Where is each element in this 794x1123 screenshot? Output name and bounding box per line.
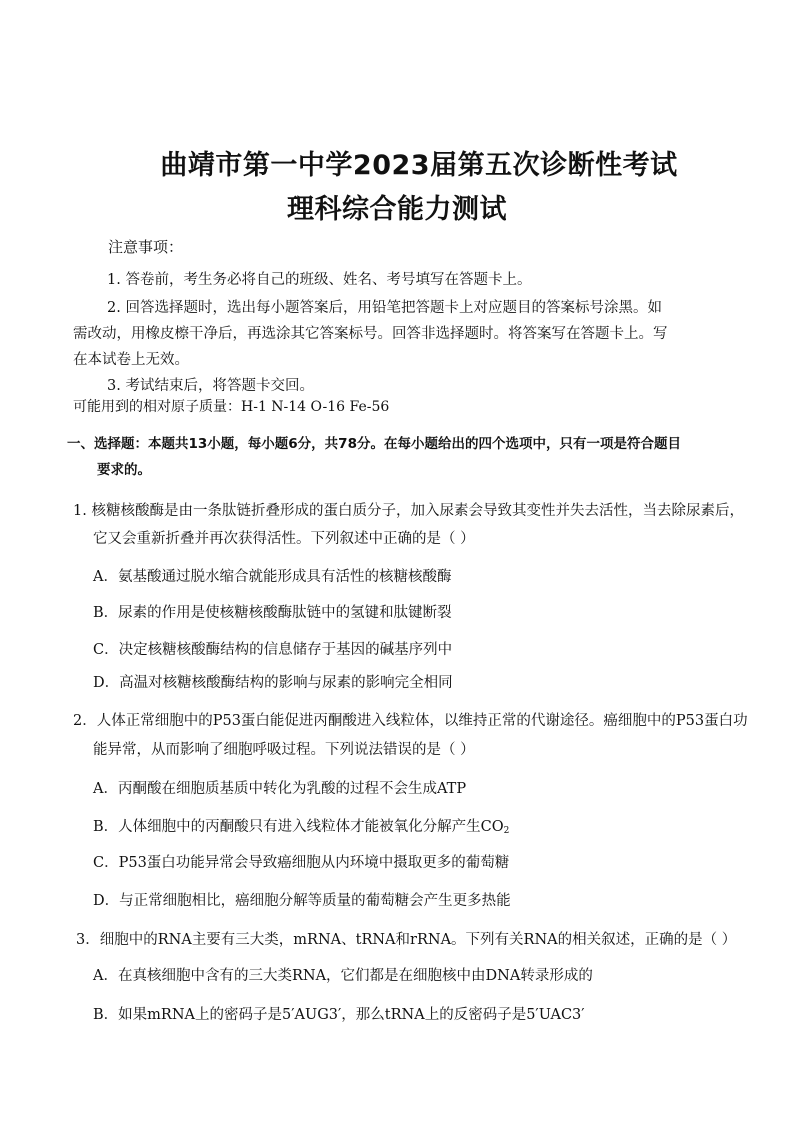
notice-item-1: 1. 答卷前，考生务必将自己的班级、姓名、考号填写在答题卡上。 bbox=[107, 272, 532, 288]
q2-option-c: C．P53蛋白功能异常会导致癌细胞从内环境中摄取更多的葡萄糖 bbox=[93, 855, 510, 871]
notice-item-2-line-2: 需改动，用橡皮檫干净后，再选涂其它答案标号。回答非选择题时。将答案写在答题卡上。写 bbox=[73, 326, 668, 342]
section-heading-line-1: 一、选择题：本题共13小题，每小题6分，共78分。在每小题给出的四个选项中，只有一项是符合题目 bbox=[67, 436, 681, 452]
q1-stem-line-1: 1. 核糖核酸酶是由一条肽链折叠形成的蛋白质分子，加入尿素会导致其变性并失去活性，当去除尿素后， bbox=[73, 503, 744, 519]
exam-title: 曲靖市第一中学2023届第五次诊断性考试 bbox=[160, 150, 678, 181]
notice-item-2-line-1: 2. 回答选择题时，选出每小题答案后，用铅笔把答题卡上对应题目的答案标号涂黑。如 bbox=[107, 300, 662, 316]
q1-option-b: B．尿素的作用是使核糖核酸酶肽链中的氢键和肽键断裂 bbox=[93, 605, 452, 621]
atomic-mass-line: 可能用到的相对原子质量：H-1 N-14 O-16 Fe-56 bbox=[73, 399, 390, 415]
q2-option-b-text: B．人体细胞中的丙酮酸只有进入线粒体才能被氧化分解产生CO bbox=[93, 819, 504, 835]
q1-option-c: C．决定核糖核酸酶结构的信息储存于基因的碱基序列中 bbox=[93, 642, 453, 658]
q3-option-b: B．如果mRNA上的密码子是5′AUG3′，那么tRNA上的反密码子是5′UAC3′ bbox=[93, 1007, 585, 1023]
q2-stem-line-1: 2．人体正常细胞中的P53蛋白能促进丙酮酸进入线粒体，以维持正常的代谢途径。癌细胞中的P53蛋白功 bbox=[73, 713, 748, 729]
q1-stem-line-2: 它又会重新折叠并再次获得活性。下列叙述中正确的是（ ） bbox=[93, 531, 475, 547]
notice-item-3: 3. 考试结束后，将答题卡交回。 bbox=[107, 378, 314, 394]
q1-option-d: D．高温对核糖核酸酶结构的影响与尿素的影响完全相同 bbox=[93, 675, 453, 691]
exam-subtitle: 理科综合能力测试 bbox=[287, 194, 507, 225]
q2-option-d: D．与正常细胞相比，癌细胞分解等质量的葡萄糖会产生更多热能 bbox=[93, 893, 511, 909]
q3-option-a: A．在真核细胞中含有的三大类RNA，它们都是在细胞核中由DNA转录形成的 bbox=[93, 968, 593, 984]
notice-item-2-line-3: 在本试卷上无效。 bbox=[73, 352, 189, 368]
q3-stem: 3．细胞中的RNA主要有三大类，mRNA、tRNA和rRNA。下列有关RNA的相关叙述，正确的是（ ） bbox=[76, 932, 737, 948]
q2-option-a: A．丙酮酸在细胞质基质中转化为乳酸的过程不会生成ATP bbox=[93, 781, 467, 797]
q1-option-a: A．氨基酸通过脱水缩合就能形成具有活性的核糖核酸酶 bbox=[93, 569, 452, 585]
q2-option-b-subscript: 2 bbox=[503, 826, 510, 836]
q2-option-b bbox=[93, 815, 509, 836]
q2-stem-line-2: 能异常，从而影响了细胞呼吸过程。下列说法错误的是（ ） bbox=[93, 742, 475, 758]
notice-heading: 注意事项： bbox=[108, 238, 184, 256]
section-heading-line-2: 要求的。 bbox=[97, 462, 151, 478]
